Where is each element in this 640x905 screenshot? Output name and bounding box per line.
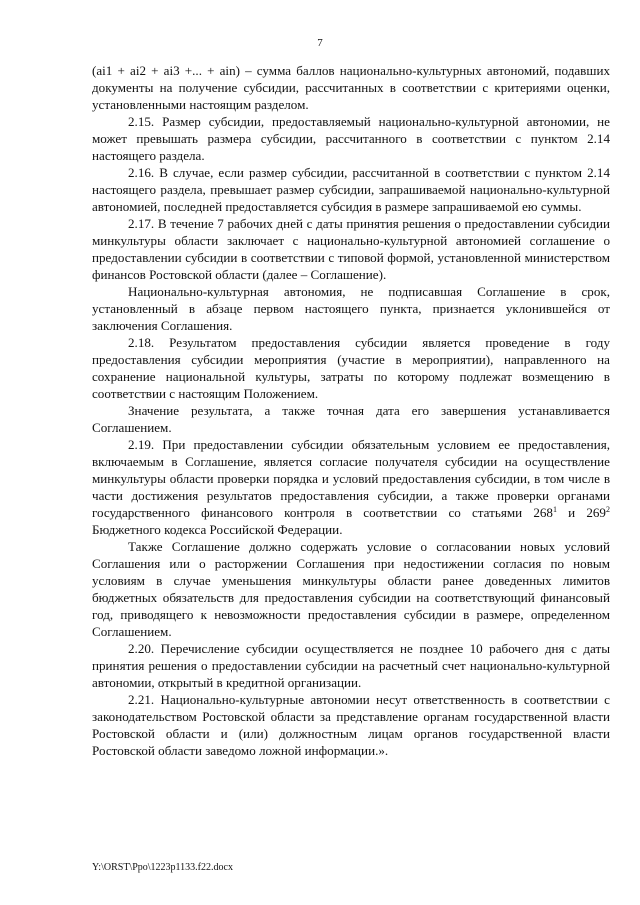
paragraph-2-16: 2.16. В случае, если размер субсидии, рассчитанной в соответствии с пунктом 2.14 настоящего раздела, превышает размер субсидии, запрашиваемой национально-культурной автономией, последней предоставляется субсидия в размере запрашиваемой ею суммы. xyxy=(92,165,610,214)
paragraph-2-15: 2.15. Размер субсидии, предоставляемый национально-культурной автономии, не может превышать размера субсидии, рассчитанного в соответствии с пунктом 2.14 настоящего раздела. xyxy=(92,114,610,163)
article-268-superscript: 1 xyxy=(552,505,557,514)
paragraph-2-19-agreement-terms: Также Соглашение должно содержать условие о согласовании новых условий Соглашения или о расторжении Соглашения при недостижении согласия по новым условиям в случае уменьшения минкультуры области ранее доведенных лимитов бюджетных обязательств для предоставления субсидии на соответствующий финансовый год, приводящего к невозможности предоставления субсидии в размере, определенном Соглашением. xyxy=(92,539,610,639)
paragraph-2-19-text-start: 2.19. При предоставлении субсидии обязательным условием ее предоставления, включаемым в Соглашение, является согласие получателя субсидии на осуществление минкультуры области проверки порядка и условий предоставления субсидии, в том числе в части достижения результатов предоставления субсидии, а также проверки органами государственного финансового контроля в соответствии со статьями 268 xyxy=(92,437,610,520)
paragraph-formula-continuation: (ai1 + ai2 + ai3 +... + ain) – сумма баллов национально-культурных автономий, подавших документы на получение субсидии, рассчитанных в соответствии с критериями оценки, установленными настоящим разделом. xyxy=(92,63,610,112)
paragraph-2-19-text-end: Бюджетного кодекса Российской Федерации. xyxy=(92,522,343,537)
file-path-footer: Y:\ORST\Ppo\1223p1133.f22.docx xyxy=(92,862,233,873)
paragraph-2-20: 2.20. Перечисление субсидии осуществляется не позднее 10 рабочего дня с даты принятия решения о предоставлении субсидии на расчетный счет национально-культурной автономии, открытый в кредитной организации. xyxy=(92,641,610,690)
paragraph-2-18: 2.18. Результатом предоставления субсидии является проведение в году предоставления субсидии мероприятия (участие в мероприятии), направленного на сохранение национальной культуры, затраты по которому подлежат возмещению в соответствии с настоящим Положением. xyxy=(92,335,610,401)
paragraph-2-17-refusal: Национально-культурная автономия, не подписавшая Соглашение в срок, установленный в абзаце первом настоящего пункта, признается уклонившейся от заключения Соглашения. xyxy=(92,284,610,333)
paragraph-2-19-text-middle: и 269 xyxy=(556,505,606,520)
paragraph-2-19 xyxy=(92,436,610,538)
document-body xyxy=(92,62,610,759)
paragraph-2-17: 2.17. В течение 7 рабочих дней с даты принятия решения о предоставлении субсидии минкультуры области заключает с национально-культурной автономией соглашение о предоставлении субсидии в соответствии с типовой формой, установленной министерством финансов Ростовской области (далее – Соглашение). xyxy=(92,216,610,282)
article-269-superscript: 2 xyxy=(605,505,610,514)
paragraph-2-18-result-value: Значение результата, а также точная дата его завершения устанавливается Соглашением. xyxy=(92,403,610,435)
page-number: 7 xyxy=(317,37,323,49)
paragraph-2-21: 2.21. Национально-культурные автономии несут ответственность в соответствии с законодательством Ростовской области за представление органам государственной власти Ростовской области и (или) должностным лицам органов государственной власти Ростовской области заведомо ложной информации.». xyxy=(92,692,610,758)
